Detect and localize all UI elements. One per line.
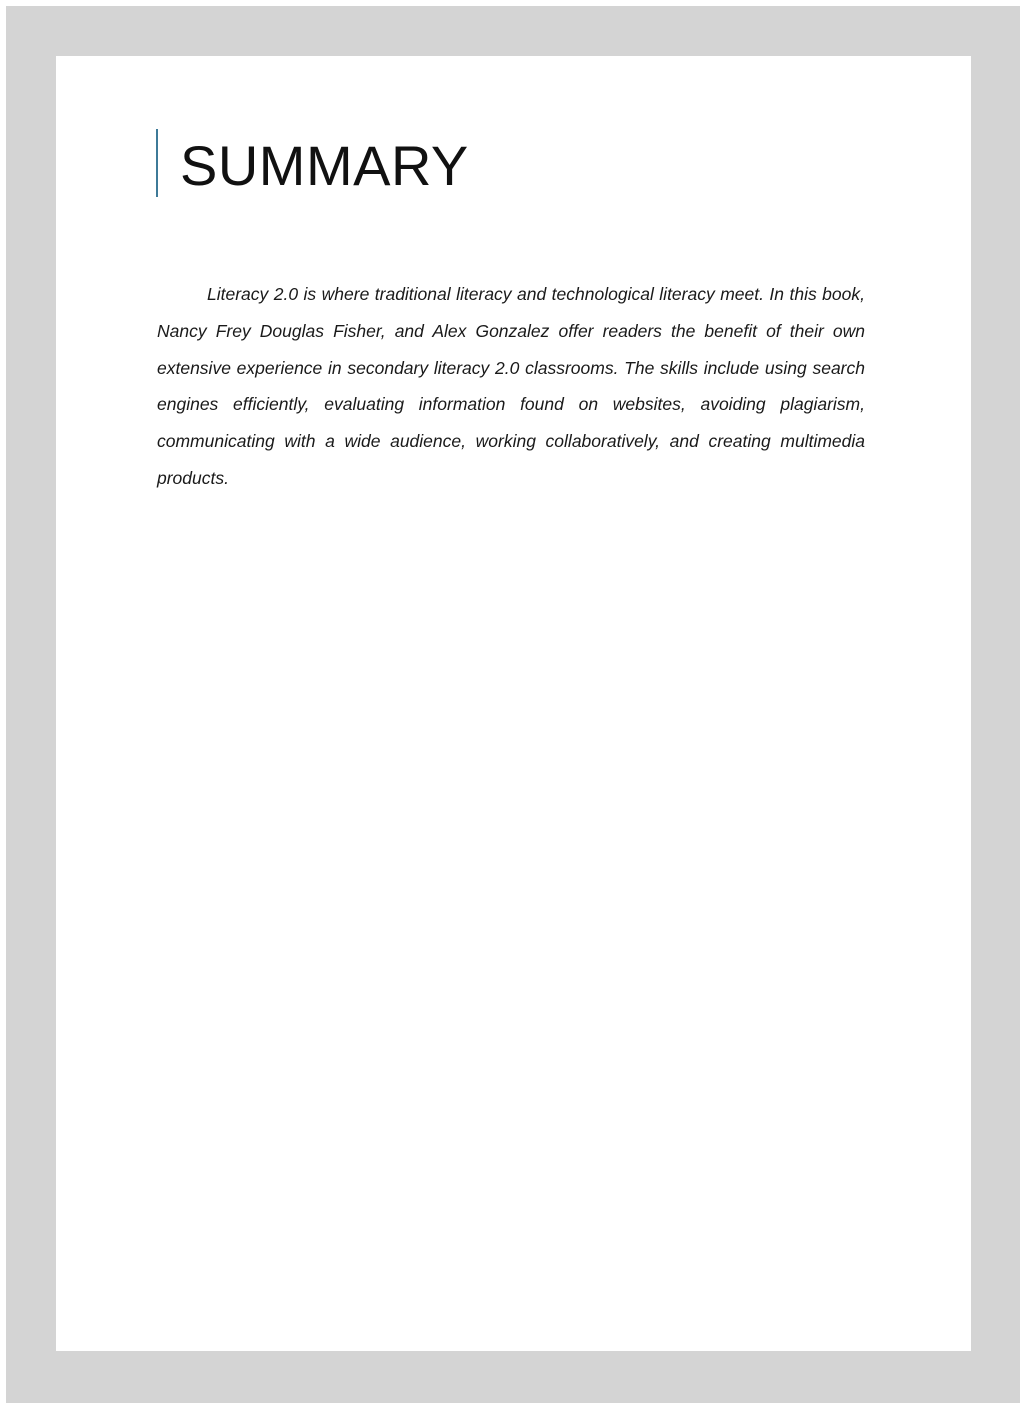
page-frame [6, 6, 1020, 1403]
document-page [56, 56, 971, 1351]
heading-accent-bar [156, 129, 158, 197]
summary-paragraph: Literacy 2.0 is where traditional literacy and technological literacy meet. In this book, Nancy Frey Douglas Fisher, and Alex Gonzalez offer readers the benefit of their own extensive experience in secondary literacy 2.0 classrooms. The skills include using search engines efficiently, evaluating information found on websites, avoiding plagiarism, communicating with a wide audience, working collaboratively, and creating multimedia products. [157, 284, 865, 488]
page-title: SUMMARY [180, 134, 469, 197]
